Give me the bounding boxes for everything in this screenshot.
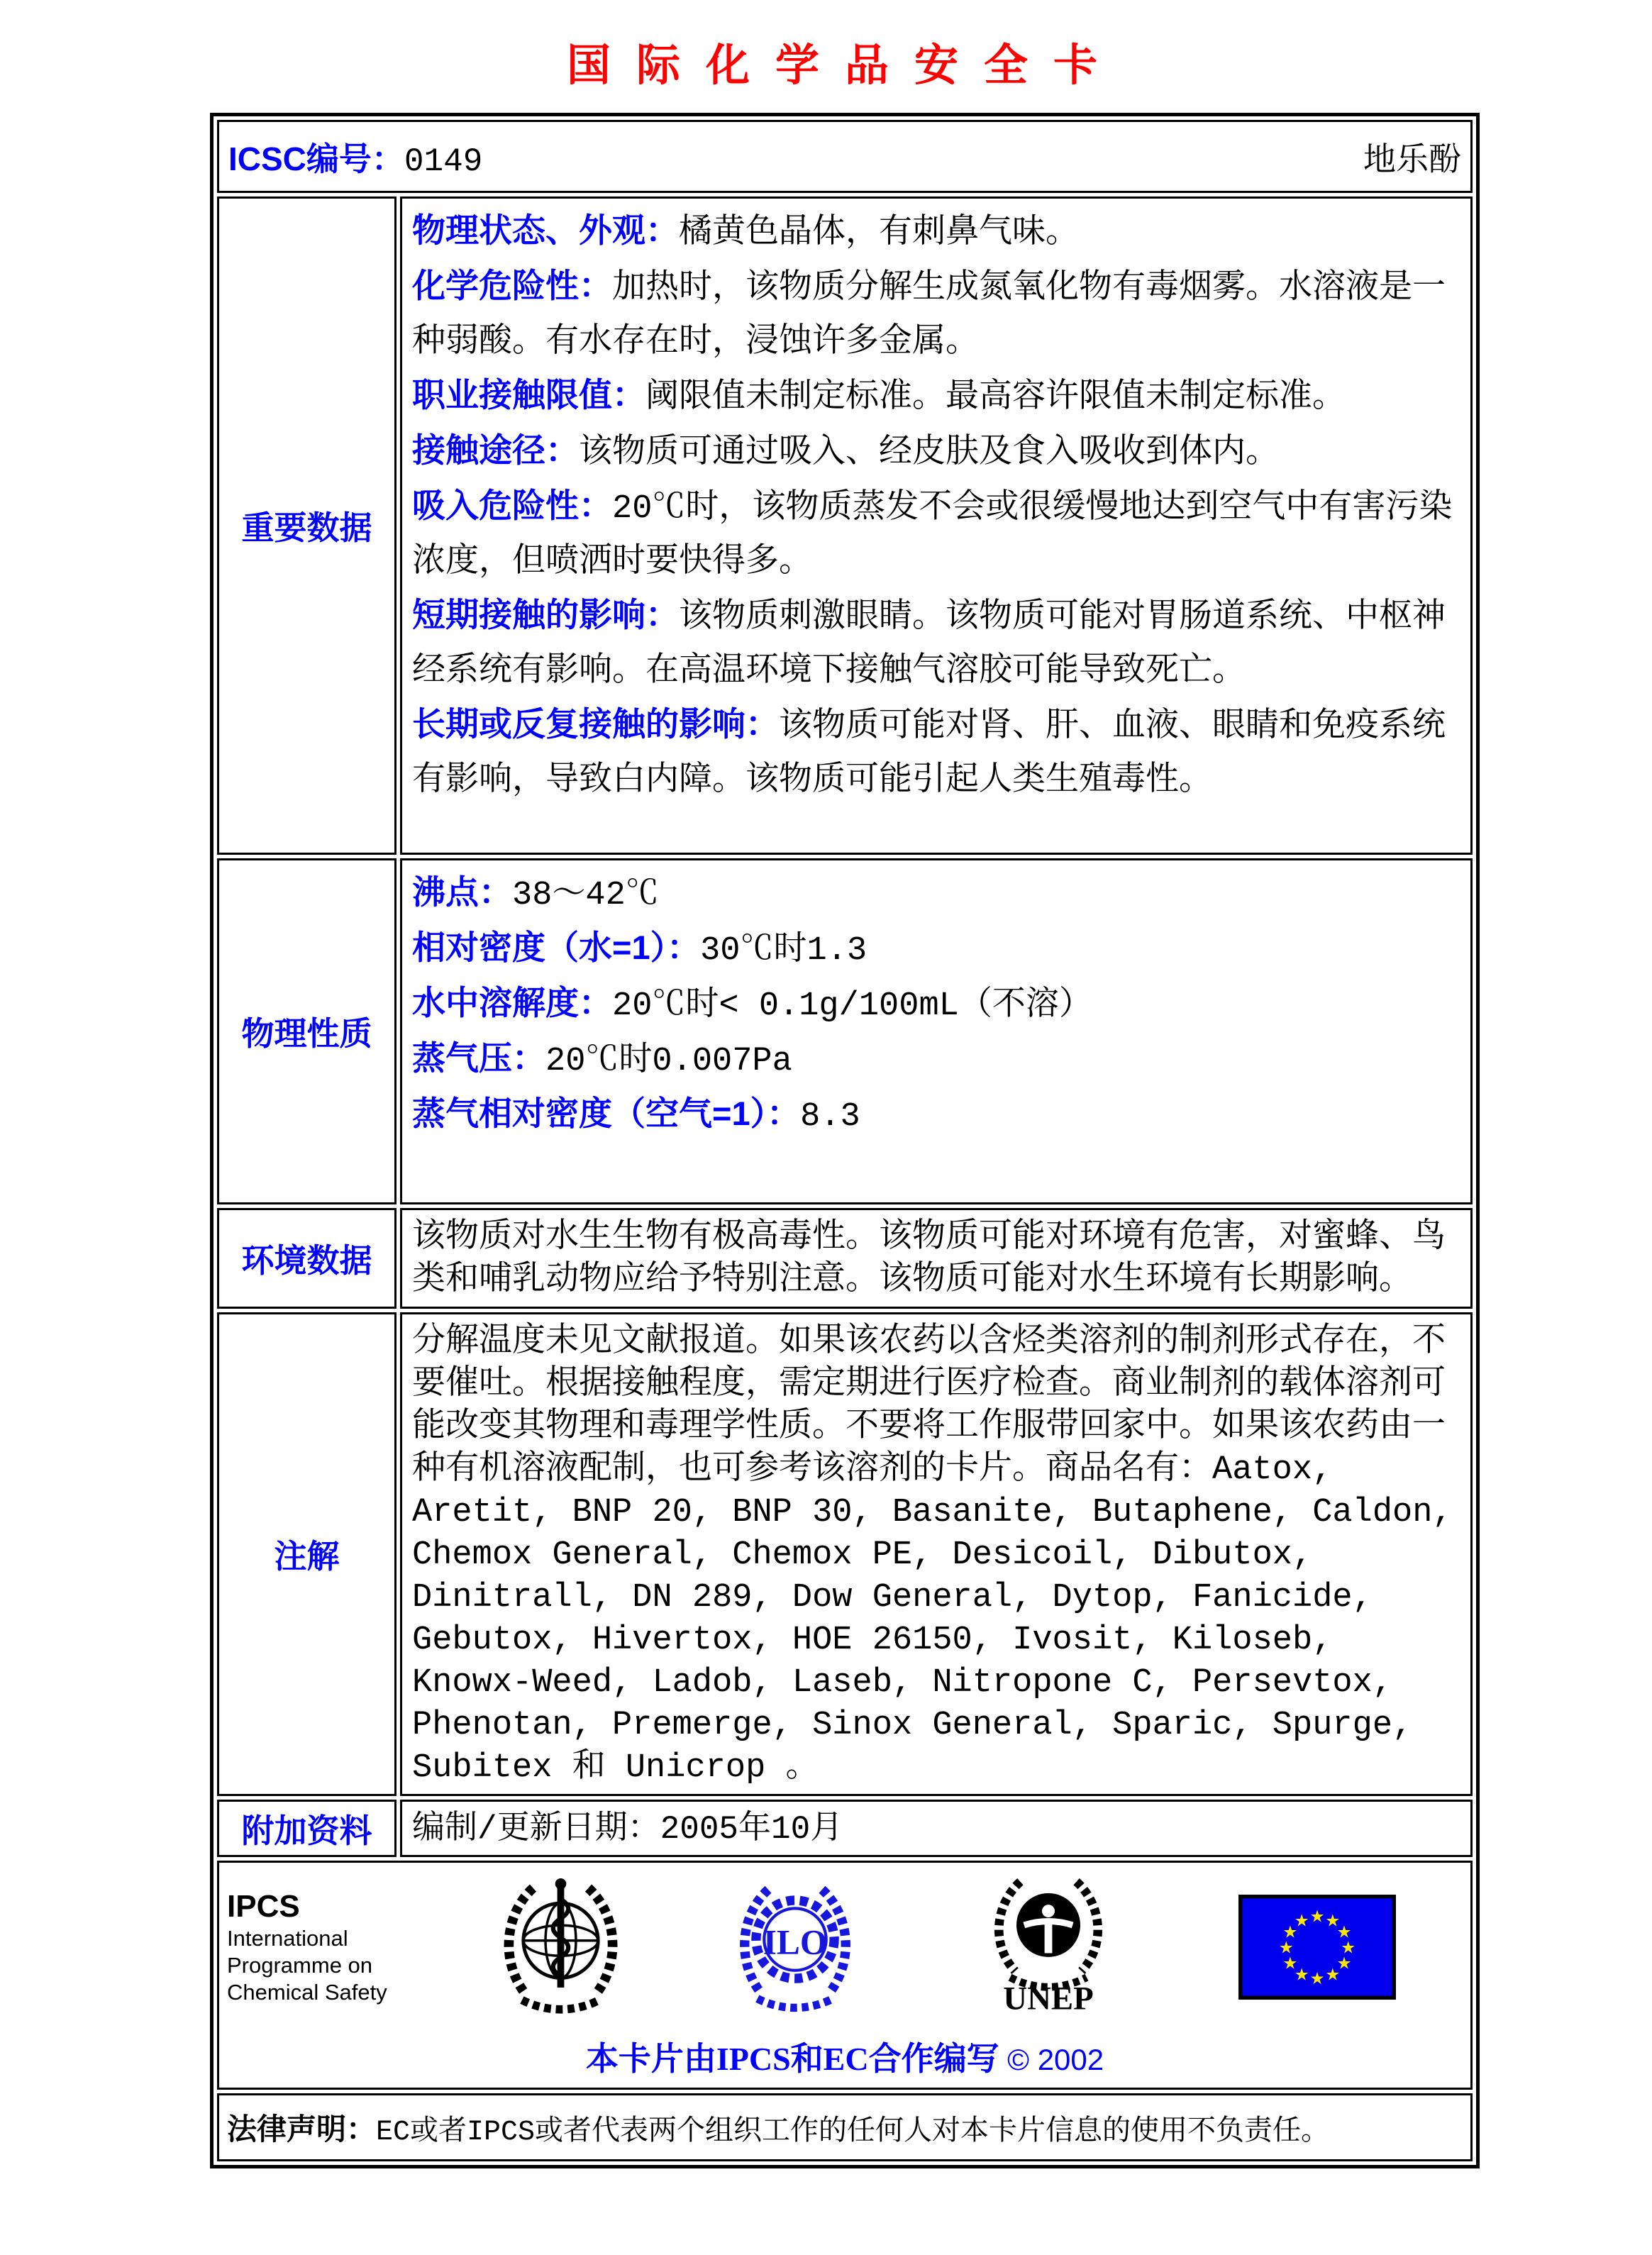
physical-item: 蒸气相对密度（空气=1）：8.3 bbox=[412, 1095, 860, 1136]
svg-text:★: ★ bbox=[1309, 1906, 1325, 1927]
important-item: 长期或反复接触的影响：该物质可能对肾、肝、血液、眼睛和免疫系统有影响，导致白内障。该物质可能引起人类生殖毒性。 bbox=[412, 705, 1446, 800]
svg-text:★: ★ bbox=[1336, 1952, 1352, 1973]
legal-statement bbox=[220, 2096, 1470, 2159]
logos-strip bbox=[220, 1863, 1470, 2023]
svg-text:★: ★ bbox=[1325, 1963, 1341, 1984]
additional-info-label: 附加资料 bbox=[217, 1800, 397, 1857]
additional-info-content bbox=[400, 1800, 1473, 1857]
physical-properties-row bbox=[217, 858, 1473, 1204]
legal-label: 法律声明： bbox=[227, 2112, 377, 2146]
notes-row bbox=[217, 1312, 1473, 1796]
environment-data-row bbox=[217, 1208, 1473, 1309]
physical-properties-content bbox=[400, 858, 1473, 1204]
svg-text:★: ★ bbox=[1325, 1910, 1341, 1930]
important-item: 短期接触的影响：该物质刺激眼睛。该物质可能对胃肠道系统、中枢神经系统有影响。在高温环境下接触气溶胶可能导致死亡。 bbox=[412, 596, 1446, 691]
header-cell bbox=[217, 120, 1473, 193]
notes-label: 注解 bbox=[217, 1312, 397, 1796]
important-data-row bbox=[217, 196, 1473, 855]
svg-text:★: ★ bbox=[1294, 1963, 1309, 1984]
logos-cell bbox=[217, 1861, 1473, 2090]
svg-text:★: ★ bbox=[1309, 1968, 1325, 1988]
logos-row bbox=[217, 1861, 1473, 2090]
legal-text: EC或者IPCS或者代表两个组织工作的任何人对本卡片信息的使用不负责任。 bbox=[376, 2117, 1330, 2149]
physical-item: 相对密度（水=1）：30℃时1.3 bbox=[412, 929, 867, 970]
svg-text:★: ★ bbox=[1336, 1922, 1352, 1942]
environment-text: 该物质对水生生物有极高毒性。该物质可能对环境有危害，对蜜蜂、鸟类和哺乳动物应给予特别注意。该物质可能对水生环境有长期影响。 bbox=[412, 1219, 1446, 1300]
physical-item: 水中溶解度：20℃时< 0.1g/100mL（不溶） bbox=[412, 984, 1092, 1025]
copyright-text: © 2002 bbox=[1007, 2043, 1104, 2076]
ilo-logo-icon bbox=[728, 1874, 863, 2019]
important-data-content bbox=[400, 196, 1473, 855]
ilo-logo-text: ILO bbox=[763, 1922, 828, 1962]
update-date-text: 编制/更新日期：2005年10月 bbox=[412, 1811, 843, 1848]
important-item: 吸入危险性：20℃时，该物质蒸发不会或很缓慢地达到空气中有害污染浓度，但喷洒时要快得多。 bbox=[412, 487, 1453, 582]
header-row bbox=[217, 120, 1473, 193]
ipcs-acronym: IPCS bbox=[227, 1888, 300, 1924]
cooperation-caption: 本卡片由IPCS和EC合作编写 © 2002 bbox=[585, 2041, 1104, 2077]
important-item: 职业接触限值：阈限值未制定标准。最高容许限值未制定标准。 bbox=[412, 376, 1346, 417]
chemical-name: 地乐酚 bbox=[1363, 143, 1461, 180]
eu-flag-icon bbox=[1238, 1895, 1396, 2000]
legal-row bbox=[217, 2093, 1473, 2161]
unep-logo-icon bbox=[985, 1871, 1112, 2023]
svg-text:★: ★ bbox=[1282, 1952, 1298, 1973]
icsc-number-label: ICSC编号： bbox=[228, 140, 404, 177]
important-item: 化学危险性：加热时，该物质分解生成氮氧化物有毒烟雾。水溶液是一种弱酸。有水存在时，浸蚀许多金属。 bbox=[412, 267, 1446, 362]
physical-properties-label: 物理性质 bbox=[217, 858, 397, 1204]
notes-text: 分解温度未见文献报道。如果该农药以含烃类溶剂的制剂形式存在，不要催吐。根据接触程度，需定期进行医疗检查。商业制剂的载体溶剂可能改变其物理和毒理学性质。不要将工作服带回家中。如果该农药由一种有机溶液配制，也可参考该溶剂的卡片。商品名有：Aatox, Aretit, BNP 20, BNP 30, Basanite, Butaphene, Caldon, Chemox General, Chemox PE, Desicoil, Dibutox, Dinitrall, DN 289, Dow General, Dytop, Fanicide, Gebutox, Hivertox, HOE 26150, Ivosit, Kiloseb, Knowx-Weed, Ladob, Laseb, Nitropone C, Persevtox, Phenotan, Premerge, Sinox General, Sparic, Spurge, Subitex 和 Unicrop 。 bbox=[412, 1324, 1453, 1787]
environment-data-label: 环境数据 bbox=[217, 1208, 397, 1309]
important-item: 接触途径：该物质可通过吸入、经皮肤及食入吸收到体内。 bbox=[412, 431, 1279, 472]
legal-cell bbox=[217, 2093, 1473, 2161]
notes-content bbox=[400, 1312, 1473, 1796]
additional-info-row bbox=[217, 1800, 1473, 1857]
page-title: 国际化学品安全卡 bbox=[566, 41, 1123, 90]
important-data-label: 重要数据 bbox=[217, 196, 397, 855]
svg-text:★: ★ bbox=[1294, 1910, 1309, 1930]
icsc-number-value: 0149 bbox=[404, 143, 483, 180]
physical-item: 蒸气压：20℃时0.007Pa bbox=[412, 1039, 792, 1080]
environment-data-content bbox=[400, 1208, 1473, 1309]
svg-text:★: ★ bbox=[1278, 1937, 1294, 1957]
unep-logo-text: UNEP bbox=[1003, 1980, 1094, 2017]
who-logo-icon bbox=[492, 1874, 630, 2019]
icsc-number-group bbox=[228, 133, 482, 180]
physical-item: 沸点：38～42℃ bbox=[412, 873, 659, 914]
ipcs-text-block: IPCS International Programme on Chemical Safety bbox=[227, 1888, 408, 2006]
svg-text:★: ★ bbox=[1282, 1922, 1298, 1942]
svg-text:★: ★ bbox=[1341, 1937, 1356, 1957]
icsc-table bbox=[210, 113, 1480, 2168]
important-item: 物理状态、外观：橘黄色晶体，有刺鼻气味。 bbox=[412, 211, 1079, 253]
